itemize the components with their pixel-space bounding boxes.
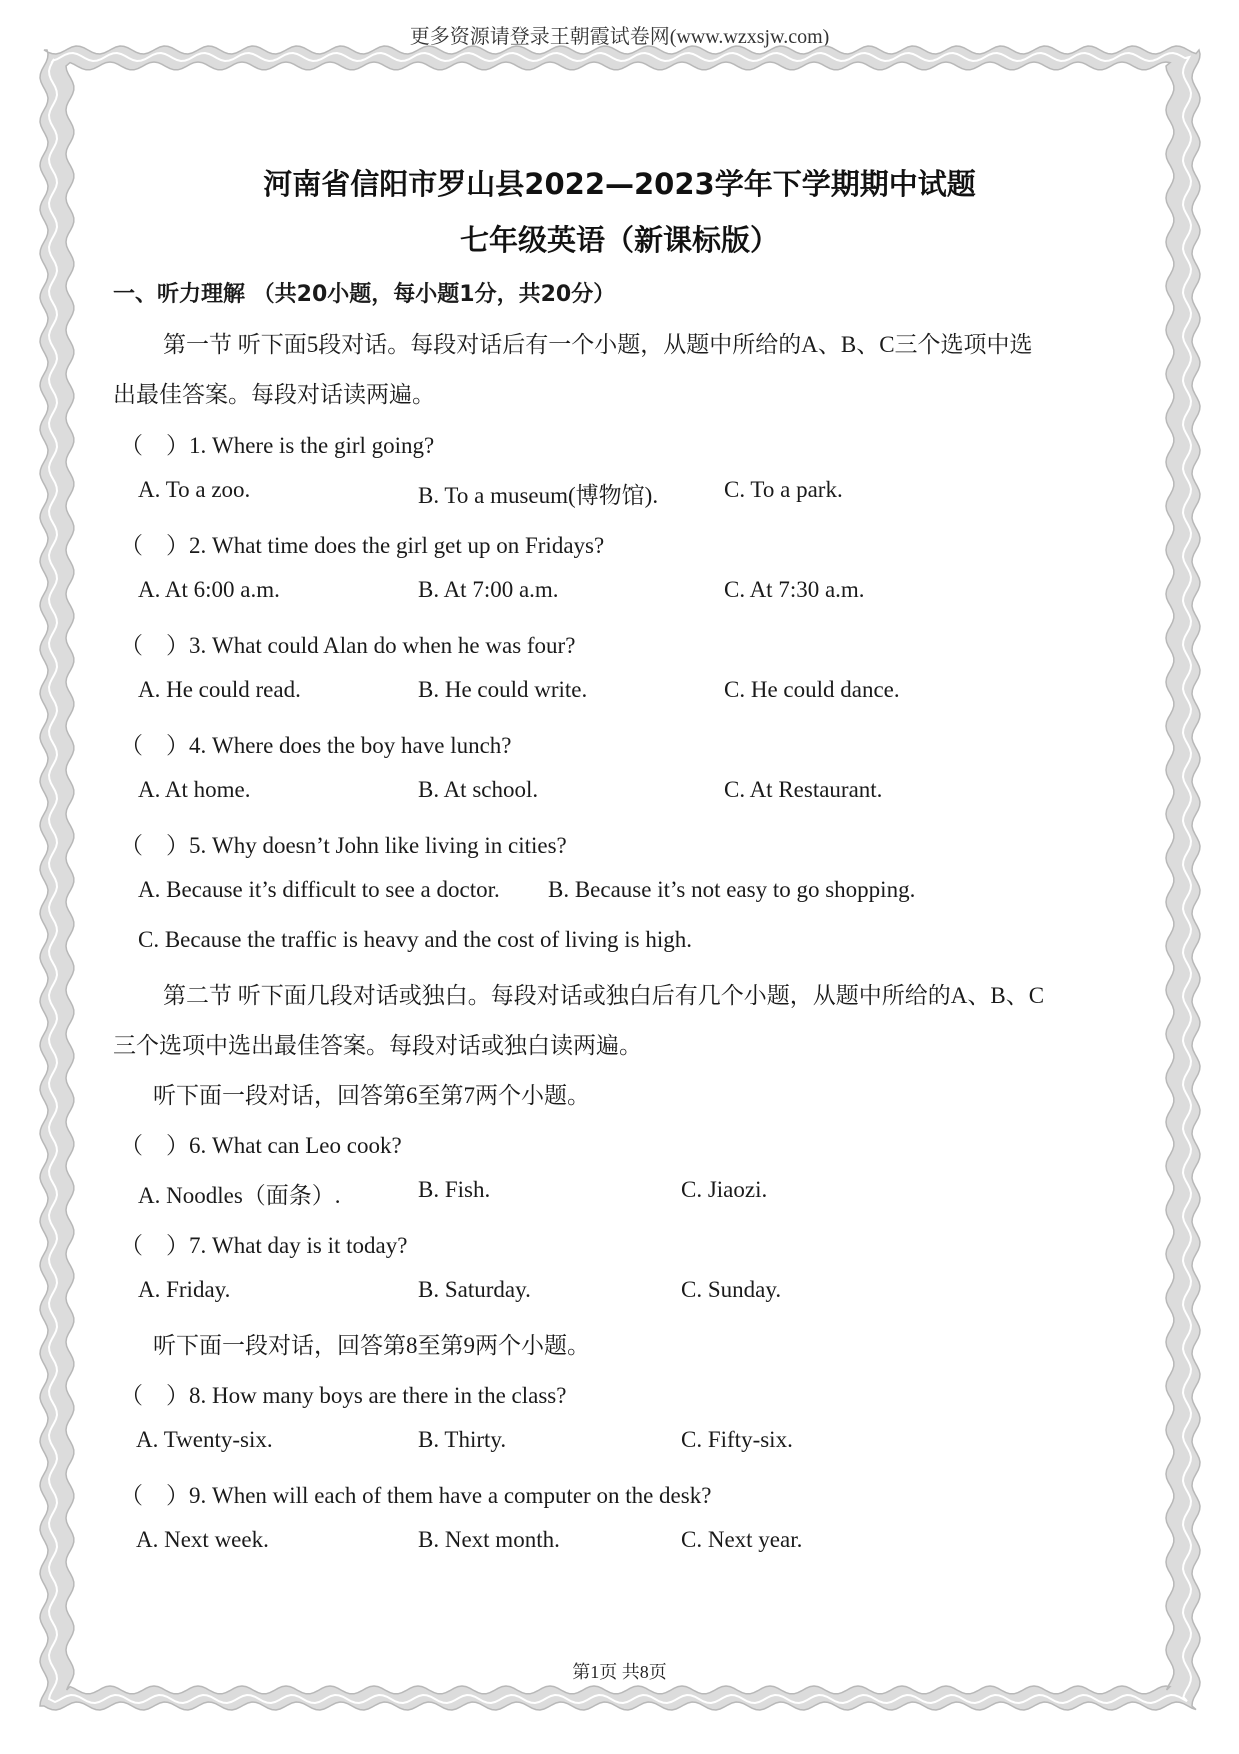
- part2-instructions-line1: 第二节 听下面几段对话或独白。每段对话或独白后有几个小题，从题中所给的A、B、C: [163, 983, 1045, 1008]
- question-6-stem: （ ）6. What can Leo cook?: [120, 1133, 402, 1158]
- question-3-stem: （ ）3. What could Alan do when he was four?: [120, 633, 576, 658]
- question-9-stem: （ ）9. When will each of them have a computer on the desk?: [120, 1483, 712, 1508]
- question-9-option-c: C. Next year.: [681, 1527, 803, 1552]
- question-5-option-c: C. Because the traffic is heavy and the cost of living is high.: [138, 927, 692, 952]
- question-4-option-c: C. At Restaurant.: [724, 777, 883, 802]
- part1-instructions-line1: 第一节 听下面5段对话。每段对话后有一个小题，从题中所给的A、B、C三个选项中选: [163, 332, 1033, 357]
- header-source-note: 更多资源请登录王朝霞试卷网(www.wzxsjw.com): [409, 26, 830, 48]
- question-1-option-a: A. To a zoo.: [138, 477, 251, 502]
- question-5-stem: （ ）5. Why doesn’t John like living in cities?: [120, 833, 567, 858]
- page-number: 第1页 共8页: [572, 1662, 667, 1682]
- question-3-option-c: C. He could dance.: [724, 677, 900, 702]
- question-5-option-b: B. Because it’s not easy to go shopping.: [548, 877, 916, 902]
- question-1-option-c: C. To a park.: [724, 477, 843, 502]
- group-instructions-q6-q7: 听下面一段对话，回答第6至第7两个小题。: [153, 1083, 590, 1108]
- question-2-option-c: C. At 7:30 a.m.: [724, 577, 865, 602]
- question-1-stem: （ ）1. Where is the girl going?: [120, 433, 435, 458]
- question-3-option-a: A. He could read.: [138, 677, 301, 702]
- question-8-option-c: C. Fifty-six.: [681, 1427, 793, 1452]
- question-2-option-a: A. At 6:00 a.m.: [138, 577, 280, 602]
- question-7-option-b: B. Saturday.: [418, 1277, 531, 1302]
- group-instructions-q8-q9: 听下面一段对话，回答第8至第9两个小题。: [153, 1333, 590, 1358]
- question-6-option-b: B. Fish.: [418, 1177, 491, 1202]
- question-1-option-b: B. To a museum(博物馆).: [418, 483, 659, 508]
- question-7-option-a: A. Friday.: [138, 1277, 231, 1302]
- question-7-option-c: C. Sunday.: [681, 1277, 782, 1302]
- question-5-option-a: A. Because it’s difficult to see a doctor.: [138, 877, 500, 902]
- question-8-option-a: A. Twenty-six.: [136, 1427, 273, 1452]
- question-2-option-b: B. At 7:00 a.m.: [418, 577, 559, 602]
- section-heading-listening: 一、听力理解 （共20小题，每小题1分，共20分）: [113, 282, 616, 307]
- question-6-option-a: A. Noodles（面条）.: [138, 1183, 341, 1208]
- question-4-option-a: A. At home.: [138, 777, 251, 802]
- question-8-stem: （ ）8. How many boys are there in the class?: [120, 1383, 567, 1408]
- question-4-option-b: B. At school.: [418, 777, 539, 802]
- exam-title: 河南省信阳市罗山县2022—2023学年下学期期中试题: [263, 167, 976, 201]
- question-2-stem: （ ）2. What time does the girl get up on Fridays?: [120, 533, 605, 558]
- exam-subtitle: 七年级英语（新课标版）: [459, 223, 779, 257]
- question-8-option-b: B. Thirty.: [418, 1427, 507, 1452]
- question-4-stem: （ ）4. Where does the boy have lunch?: [120, 733, 512, 758]
- question-9-option-a: A. Next week.: [136, 1527, 269, 1552]
- part1-instructions-line2: 出最佳答案。每段对话读两遍。: [113, 382, 435, 407]
- part2-instructions-line2: 三个选项中选出最佳答案。每段对话或独白读两遍。: [113, 1033, 642, 1058]
- question-9-option-b: B. Next month.: [418, 1527, 560, 1552]
- question-6-option-c: C. Jiaozi.: [681, 1177, 768, 1202]
- question-7-stem: （ ）7. What day is it today?: [120, 1233, 408, 1258]
- question-3-option-b: B. He could write.: [418, 677, 588, 702]
